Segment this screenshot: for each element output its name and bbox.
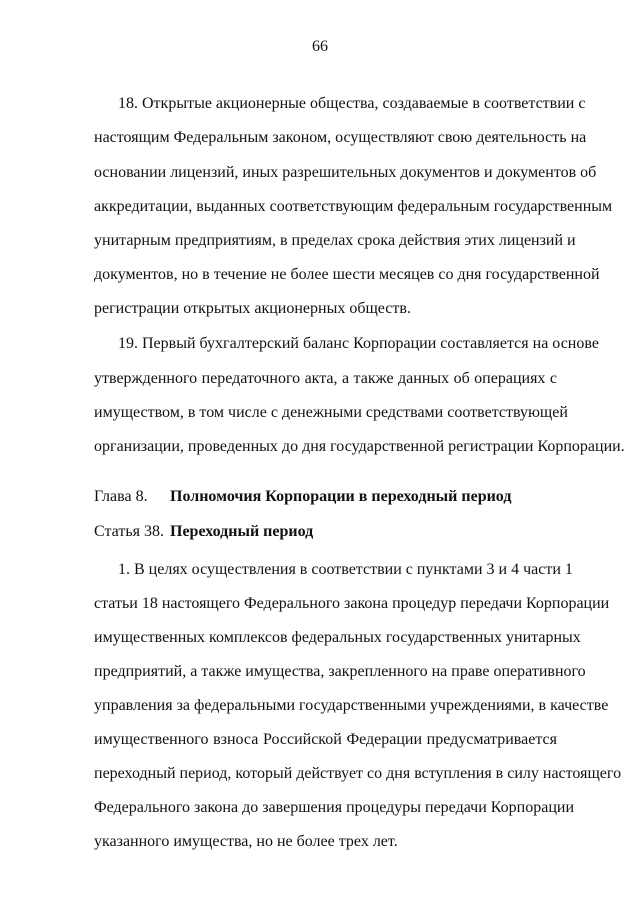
paragraph-line: переходный период, который действует со дня вступления в силу настоящего xyxy=(94,765,622,782)
article-heading xyxy=(94,522,314,542)
chapter-title: Полномочия Корпорации в переходный период xyxy=(170,488,512,505)
paragraph-line: имуществом, в том числе с денежными средствами соответствующей xyxy=(94,404,568,421)
paragraph-line: указанного имущества, но не более трех лет. xyxy=(94,833,398,850)
paragraph-line: Федерального закона до завершения процедуры передачи Корпорации xyxy=(94,799,574,816)
paragraph-line: унитарным предприятиям, в пределах срока действия этих лицензий и xyxy=(94,232,576,249)
paragraph-line: регистрации открытых акционерных обществ. xyxy=(94,300,411,317)
chapter-label: Глава 8. xyxy=(94,488,148,505)
paragraph-line: утвержденного передаточного акта, а также данных об операциях с xyxy=(94,370,557,387)
page-number: 66 xyxy=(312,38,328,55)
article-title: Переходный период xyxy=(170,523,314,540)
chapter-heading xyxy=(94,487,512,507)
article-label: Статья 38. xyxy=(94,523,164,540)
paragraph-line: основании лицензий, иных разрешительных документов и документов об xyxy=(94,164,597,181)
paragraph-line: имущественных комплексов федеральных государственных унитарных xyxy=(94,629,581,646)
paragraph-line: настоящим Федеральным законом, осуществляют свою деятельность на xyxy=(94,129,587,146)
paragraph-line: 1. В целях осуществления в соответствии с пунктами 3 и 4 части 1 xyxy=(118,561,573,578)
paragraph-line: статьи 18 настоящего Федерального закона процедур передачи Корпорации xyxy=(94,595,610,612)
paragraph-line: организации, проведенных до дня государственной регистрации Корпорации. xyxy=(94,438,625,455)
paragraph-line: предприятий, а также имущества, закрепленного на праве оперативного xyxy=(94,663,586,680)
paragraph-line: 19. Первый бухгалтерский баланс Корпорации составляется на основе xyxy=(118,335,599,352)
paragraph-line: имущественного взноса Российской Федерации предусматривается xyxy=(94,731,557,748)
paragraph-line: 18. Открытые акционерные общества, создаваемые в соответствии с xyxy=(118,95,586,112)
paragraph-line: управления за федеральными государственными учреждениями, в качестве xyxy=(94,697,609,714)
paragraph-line: аккредитации, выданных соответствующим федеральным государственным xyxy=(94,198,613,215)
paragraph-line: документов, но в течение не более шести месяцев со дня государственной xyxy=(94,266,600,283)
